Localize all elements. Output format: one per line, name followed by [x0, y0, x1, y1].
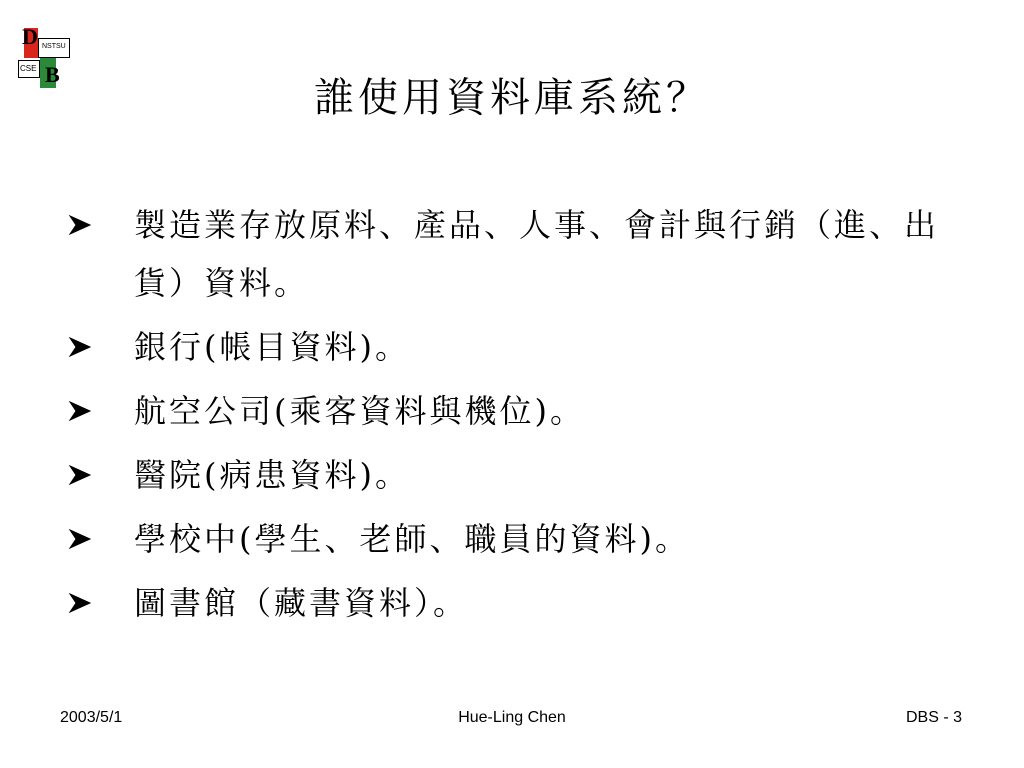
logo-label-nstsu: NSTSU — [42, 43, 66, 50]
bullet-text: 航空公司(乘客資料與機位)。 — [134, 392, 585, 430]
slide-title: 誰使用資料庫系統？ — [314, 75, 710, 121]
bullet-text: 製造業存放原料、產品、人事、會計與行銷（進、出貨）資料。 — [134, 206, 940, 302]
footer-date: 2003/5/1 — [60, 709, 123, 726]
bullet-text: 銀行(帳目資料)。 — [134, 328, 410, 366]
bullet-item — [68, 196, 968, 312]
bullet-text: 圖書館（藏書資料）。 — [134, 584, 469, 622]
arrowhead-bullet-icon — [68, 215, 92, 235]
bullet-list — [68, 196, 968, 638]
bullet-item — [68, 446, 968, 504]
footer-page-number: DBS - 3 — [905, 709, 962, 726]
logo-letter-b: B — [45, 62, 60, 87]
bullet-item — [68, 510, 968, 568]
arrowhead-bullet-icon — [68, 529, 92, 549]
logo-letter-d: D — [22, 24, 38, 49]
bullet-item — [68, 574, 968, 632]
arrowhead-bullet-icon — [68, 337, 92, 357]
arrowhead-bullet-icon — [68, 401, 92, 421]
footer-author: Hue-Ling Chen — [458, 709, 566, 726]
bullet-item — [68, 382, 968, 440]
logo-label-cse: CSE — [20, 64, 37, 73]
bullet-text: 醫院(病患資料)。 — [134, 456, 410, 494]
arrowhead-bullet-icon — [68, 465, 92, 485]
bullet-text: 學校中(學生、老師、職員的資料)。 — [134, 520, 690, 558]
arrowhead-bullet-icon — [68, 593, 92, 613]
bullet-item — [68, 318, 968, 376]
